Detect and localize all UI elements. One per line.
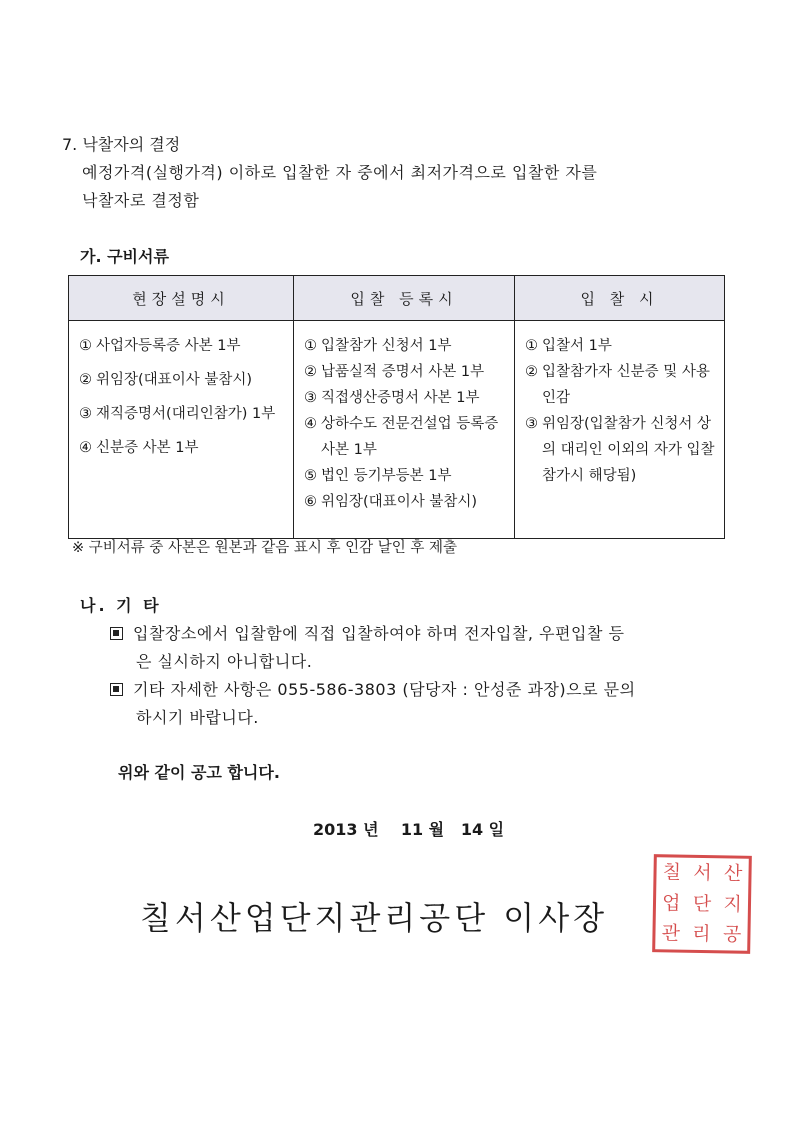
- table-header-row: [69, 276, 725, 321]
- list-item: ④ 상하수도 전문건설업 등록증 사본 1부: [304, 416, 499, 458]
- section-7-line-1: 예정가격(실행가격) 이하로 입찰한 자 중에서 최저가격으로 입찰한 자를: [82, 163, 598, 182]
- list-item: ② 납품실적 증명서 사본 1부: [304, 364, 485, 380]
- square-bullet-icon: [110, 683, 123, 696]
- list-item: ③ 재직증명서(대리인참가) 1부: [79, 406, 276, 422]
- bid-registration-list: [294, 321, 515, 539]
- other-item-1-line-1: 입찰장소에서 입찰함에 직접 입찰하여야 하며 전자입찰, 우편입찰 등: [110, 621, 624, 644]
- official-seal: 칠 서 산 업 단 지 관 리 공: [652, 854, 752, 954]
- list-item: ⑥ 위임장(대표이사 불참시): [304, 494, 477, 510]
- required-documents-table: [68, 275, 725, 539]
- list-item: ② 입찰참가자 신분증 및 사용인감: [525, 364, 710, 406]
- copy-note: ※ 구비서류 중 사본은 원본과 같음 표시 후 인감 날인 후 제출: [72, 540, 458, 556]
- required-documents-title: 가. 구비서류: [80, 247, 169, 266]
- other-item-2-line-2: 하시기 바랍니다.: [136, 708, 259, 727]
- list-item: ③ 직접생산증명서 사본 1부: [304, 390, 480, 406]
- header-bid-registration: 입찰 등록시: [294, 276, 515, 321]
- list-item: ① 입찰참가 신청서 1부: [304, 338, 452, 354]
- header-bidding: 입 찰 시: [515, 276, 725, 321]
- list-item: ④ 신분증 사본 1부: [79, 440, 199, 456]
- other-title: 나. 기 타: [80, 596, 162, 615]
- bidding-list: [515, 321, 725, 539]
- announcement-date: 2013 년 11 월 14 일: [313, 820, 505, 839]
- list-item: ③ 위임장(입찰참가 신청서 상의 대리인 이외의 자가 입찰참가시 해당됨): [525, 416, 715, 484]
- list-item: ⑤ 법인 등기부등본 1부: [304, 468, 452, 484]
- header-site-briefing: 현장설명시: [69, 276, 294, 321]
- list-item: ① 입찰서 1부: [525, 338, 612, 354]
- site-briefing-list: [69, 321, 294, 539]
- organization-name: 칠서산업단지관리공단 이사장: [140, 899, 609, 937]
- section-7-title: 7. 낙찰자의 결정: [62, 135, 181, 154]
- list-item: ① 사업자등록증 사본 1부: [79, 338, 241, 354]
- list-item: ② 위임장(대표이사 불참시): [79, 372, 252, 388]
- other-item-1-line-2: 은 실시하지 아니합니다.: [136, 652, 313, 671]
- closing-statement: 위와 같이 공고 합니다.: [118, 763, 280, 782]
- square-bullet-icon: [110, 627, 123, 640]
- other-item-2-line-1: 기타 자세한 사항은 055-586-3803 (담당자 : 안성준 과장)으로 문의: [110, 677, 636, 700]
- table-body-row: [69, 321, 725, 539]
- section-7-line-2: 낙찰자로 결정함: [82, 191, 200, 210]
